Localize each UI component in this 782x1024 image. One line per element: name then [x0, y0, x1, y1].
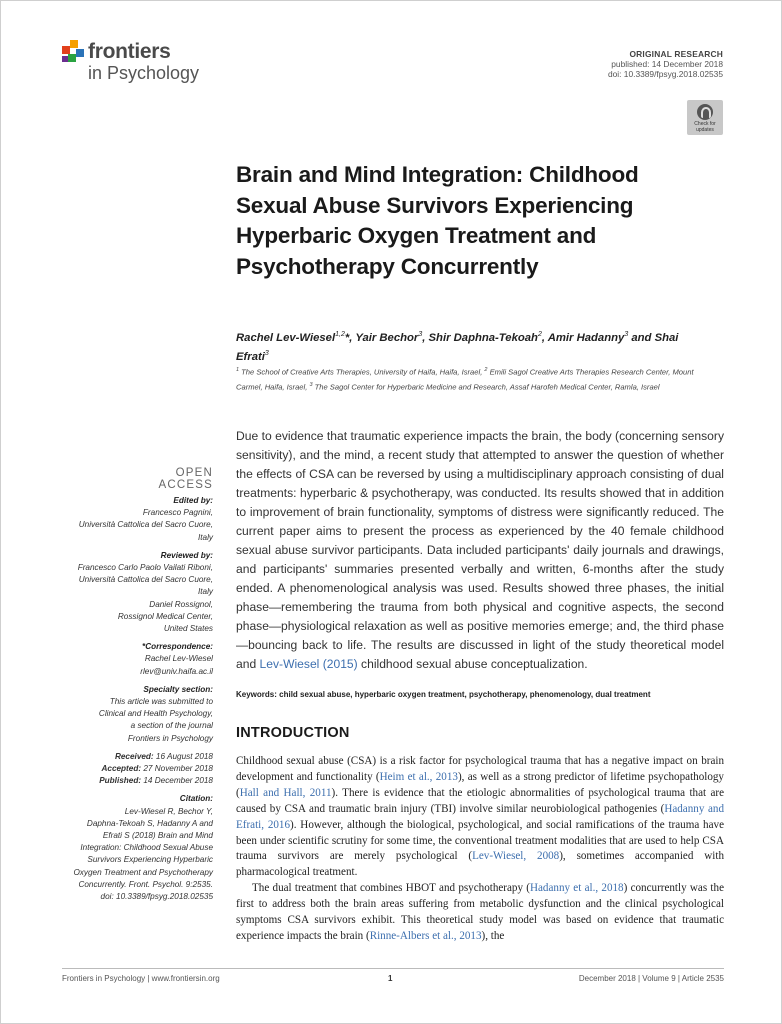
article-info-sidebar	[40, 495, 213, 909]
published-label: Published:	[99, 776, 142, 786]
sidebar-line: Integration: Childhood Sexual Abuse	[80, 843, 213, 853]
logo-text-frontiers: frontiers	[88, 40, 171, 63]
author-affiliation-marker: 3	[418, 331, 423, 338]
sidebar-line: Rossignol Medical Center,	[117, 611, 213, 621]
sidebar-line: a section of the journal	[130, 721, 213, 731]
author-affiliation-marker: 1,2	[335, 331, 345, 338]
keywords-label: Keywords:	[236, 690, 277, 699]
sidebar-line: Efrati S (2018) Brain and Mind	[102, 831, 213, 841]
published-date-sidebar	[40, 775, 213, 787]
sidebar-line: Oxygen Treatment and Psychotherapy	[73, 867, 213, 877]
abstract-text-2: childhood sexual abuse conceptualization.	[357, 657, 588, 671]
edited-by-list	[40, 507, 213, 544]
introduction-body	[236, 754, 724, 945]
sidebar-line: Italy	[197, 587, 213, 597]
sidebar-line: This article was submitted to	[109, 697, 213, 707]
specialty-section	[40, 684, 213, 745]
author-name[interactable]: Amir Hadanny	[547, 331, 625, 344]
article-meta	[608, 49, 723, 79]
author-affiliation-marker: 3	[624, 331, 629, 338]
specialty-list	[40, 696, 213, 745]
specialty-heading: Specialty section:	[143, 684, 213, 694]
footer-journal[interactable]: Frontiers in Psychology | www.frontiersin.org	[62, 974, 220, 983]
frontiers-logo-icon	[62, 40, 84, 64]
correspondence-heading: *Correspondence:	[142, 642, 213, 652]
correspondence-list	[40, 653, 213, 677]
sidebar-line: Università Cattolica del Sacro Cuore,	[78, 520, 213, 530]
author-name[interactable]: Yair Bechor	[355, 331, 419, 344]
abstract	[236, 427, 724, 674]
sidebar-line: Daniel Rossignol,	[149, 599, 213, 609]
accepted-label: Accepted:	[101, 764, 142, 774]
body-text-run: ), the	[481, 929, 505, 942]
citation-link[interactable]: Rinne-Albers et al., 2013	[369, 929, 482, 942]
citation-link[interactable]: Hadanny and Efrati, 2016	[236, 802, 724, 831]
author-name[interactable]: Rachel Lev-Wiesel	[236, 331, 336, 344]
check-for-updates-label: Check for updates	[694, 121, 716, 133]
abstract-citation-link[interactable]: Lev-Wiesel (2015)	[259, 657, 358, 671]
sidebar-line: Rachel Lev-Wiesel	[144, 654, 213, 664]
body-text-run: Childhood sexual abuse (CSA) is a risk factor for psychological trauma that has a negative impact on brain development and functionality (	[236, 755, 724, 783]
logo-text-journal: in Psychology	[88, 63, 200, 83]
citation-heading: Citation:	[179, 794, 213, 804]
introduction-paragraph-2	[236, 881, 724, 945]
reviewed-by-heading: Reviewed by:	[160, 550, 213, 560]
edited-by-heading: Edited by:	[173, 496, 213, 505]
reviewed-by-list	[40, 562, 213, 635]
reviewed-by-section	[40, 550, 213, 635]
body-text-run: ). However, although the biological, psychological, and social ramifications of the trauma have been under scientific scrutiny for some time, the conventional treatment modalities that are used to help CSA trauma survivors are merely psychological (	[236, 818, 724, 863]
footer-divider	[62, 968, 724, 969]
sidebar-line: Università Cattolica del Sacro Cuore,	[78, 575, 213, 585]
sidebar-line: doi: 10.3389/fpsyg.2018.02535	[100, 892, 213, 902]
received-label: Received:	[114, 751, 154, 761]
introduction-paragraph-1	[236, 754, 724, 881]
article-title: Brain and Mind Integration: Childhood Sexual Abuse Survivors Experiencing Hyperbaric Oxygen Treatment and Psychotherapy Concurrently	[236, 162, 639, 279]
affiliation-text: The Sagol Center for Hyperbaric Medicine and Research, Assaf Harofeh Medical Center, Ramla, Israel	[312, 382, 660, 392]
accepted-date	[40, 763, 213, 775]
dates-section	[40, 751, 213, 788]
citation-list	[40, 806, 213, 904]
body-text-run: The dual treatment that combines HBOT and psychotherapy (	[252, 882, 530, 895]
citation-link[interactable]: Hall and Hall, 2011	[239, 786, 332, 799]
accepted-value: 27 November 2018	[141, 764, 213, 774]
citation-link[interactable]: Lev-Wiesel, 2008	[472, 850, 560, 863]
keywords-list: child sexual abuse, hyperbaric oxygen treatment, psychotherapy, phenomenology, dual treatment	[276, 690, 651, 699]
keywords	[236, 690, 726, 699]
article-doi[interactable]: doi: 10.3389/fpsyg.2018.02535	[607, 69, 723, 79]
sidebar-line: rlev@univ.haifa.ac.il	[140, 666, 213, 676]
affiliations	[236, 364, 712, 394]
open-access-label: OPEN ACCESS	[158, 467, 213, 491]
citation-section	[40, 793, 213, 903]
sidebar-line: United States	[163, 624, 213, 634]
author-affiliation-marker: 2	[537, 331, 542, 338]
sidebar-line: Daphna-Tekoah S, Hadanny A and	[86, 818, 213, 828]
edited-by-section	[40, 495, 213, 544]
body-text-run: ), sometimes accompanied with pharmacological treatment.	[236, 850, 724, 879]
footer-issue: December 2018 | Volume 9 | Article 2535	[578, 974, 724, 983]
received-date	[40, 751, 213, 763]
page-number: 1	[388, 974, 393, 983]
published-value: 14 December 2018	[141, 776, 213, 786]
sidebar-line: Clinical and Health Psychology,	[98, 709, 213, 719]
sidebar-line: Lev-Wiesel R, Bechor Y,	[124, 806, 213, 816]
author-affiliation-marker: 3	[264, 350, 269, 358]
published-date: published: 14 December 2018	[611, 59, 723, 69]
sidebar-line: Survivors Experiencing Hyperbaric	[87, 855, 213, 865]
introduction-heading: INTRODUCTION	[236, 725, 350, 741]
sidebar-line: Francesco Carlo Paolo Vailati Riboni,	[77, 563, 213, 573]
correspondence-section	[40, 641, 213, 678]
sidebar-line: Italy	[197, 532, 213, 542]
article-type: ORIGINAL RESEARCH	[629, 49, 723, 59]
body-text-run: ). There is evidence that the etiologic abnormalities of psychological trauma that are caused by CSA and traumatic brain injury (TBI) involve similar neurobiological pathogenies (	[236, 786, 724, 815]
affiliation-text: The School of Creative Arts Therapies, University of Haifa, Haifa, Israel,	[239, 367, 485, 377]
citation-link[interactable]: Heim et al., 2013	[379, 770, 458, 783]
affiliation-marker: 1	[236, 367, 240, 373]
sidebar-line: Concurrently. Front. Psychol. 9:2535.	[78, 879, 213, 889]
body-text-run: ) concurrently was the first to address both the brain areas suffering from metabolic dysfunction and the clinical psychological symptoms CSA survivors exhibit. This theoretical study model was based on evidence that traumatic experience impacts the brain (	[236, 882, 724, 942]
affiliation-text: Emili Sagol Creative Arts Therapies Research Center, Mount Carmel, Haifa, Israel,	[236, 367, 694, 392]
sidebar-line: Francesco Pagnini,	[142, 508, 213, 518]
update-icon	[697, 104, 713, 120]
author-list: Rachel Lev-Wiesel$^{1,2}$*, Yair Bechor$^3$, Shir Daphna-Tekoah$^2$, Amir Hadanny$^3$ and Shai Efrati$^3$	[236, 331, 679, 364]
author-name[interactable]: Shir Daphna-Tekoah	[428, 331, 538, 344]
check-for-updates-badge[interactable]	[687, 100, 723, 135]
citation-link[interactable]: Hadanny et al., 2018	[529, 882, 624, 895]
received-value: 16 August 2018	[153, 751, 213, 761]
abstract-text-1: Due to evidence that traumatic experience impacts the brain, the body (concerning sensory sensitivity), and the mind, a recent study that attempted to answer the question of whether the effects of CSA can be reversed by using a multidisciplinary approach consisting of dual treatments: hyperbaric & psychotherapy, was conducted. Its results showed that in addition to improvement of brain functionality, symptoms of distress were significantly reduced. The current paper aims to present the process as experienced by the 40 female childhood sexual abuse survivor participants. Data included participants' daily journals and drawings, and participants' summaries presented verbally and written, 6-months after the study ended. A phenomenological analysis was used. Results showed three phases, the initial phase—remembering the trauma from both physical and cognitive aspects, the second phase—physiological relaxation as well as positive memories emerge; and, the third phase—bouncing back to life. The results are discussed in light of the study theoretical model and	[236, 429, 724, 671]
affiliation-marker: 2	[484, 367, 488, 373]
body-text-run: ), as well as a strong predictor of lifetime psychopathology (	[236, 770, 724, 799]
author-name[interactable]: Shai Efrati	[236, 331, 679, 364]
affiliation-marker: 3	[309, 382, 313, 389]
sidebar-line: Frontiers in Psychology	[127, 733, 213, 743]
